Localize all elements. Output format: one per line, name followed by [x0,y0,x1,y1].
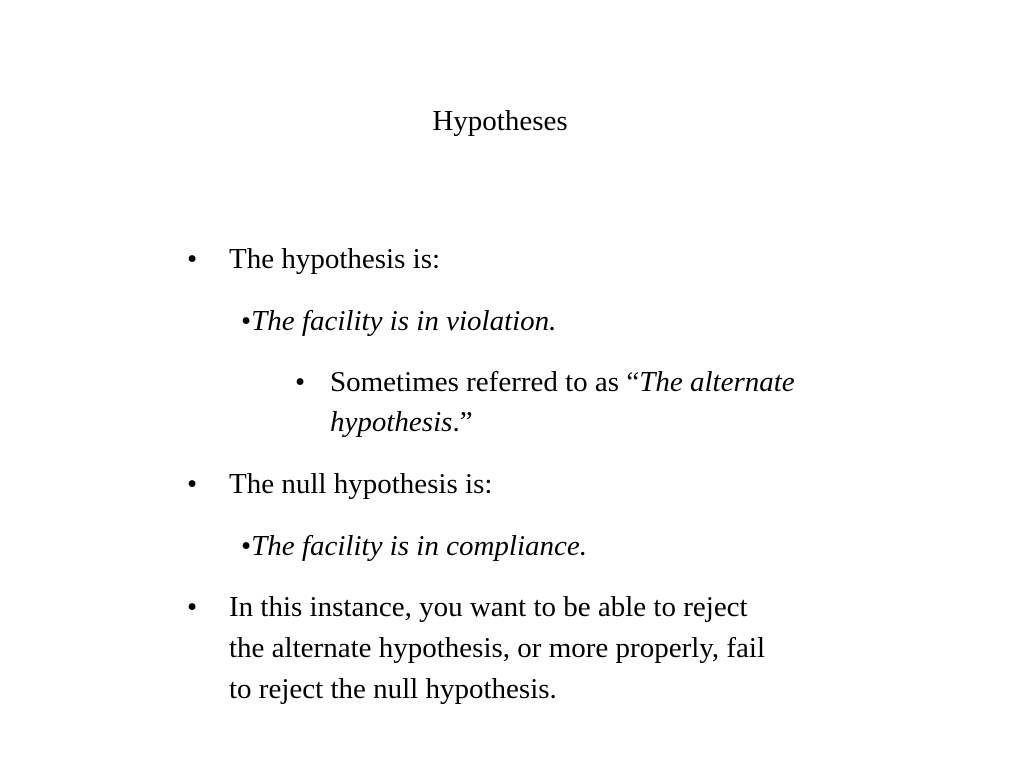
sub-bullet-text: The facility is in compliance. [251,530,588,562]
subsub-bullet-line2: hypothesis.” [330,406,473,438]
bullet-text-line3: to reject the null hypothesis. [229,673,557,705]
bullet-text-line1: In this instance, you want to be able to reject [229,591,748,623]
bullet-marker: • [187,468,198,500]
sub-bullet-text: The facility is in violation. [251,305,557,337]
bullet-marker: • [187,591,198,623]
bullet-text: The null hypothesis is: [229,468,493,500]
bullet-text-line2: the alternate hypothesis, or more properly, fail [229,632,766,664]
bullet-text: The hypothesis is: [229,243,441,275]
bullet-marker: • [187,243,198,275]
bullet-marker: • [241,530,252,562]
sub-bullet-violation [241,302,556,340]
subsub-bullet-line1: Sometimes referred to as “The alternate [330,366,795,398]
sub-bullet-compliance [241,527,587,565]
slide-title: Hypotheses [432,105,568,137]
bullet-marker: • [241,305,252,337]
bullet-marker: • [295,366,306,398]
